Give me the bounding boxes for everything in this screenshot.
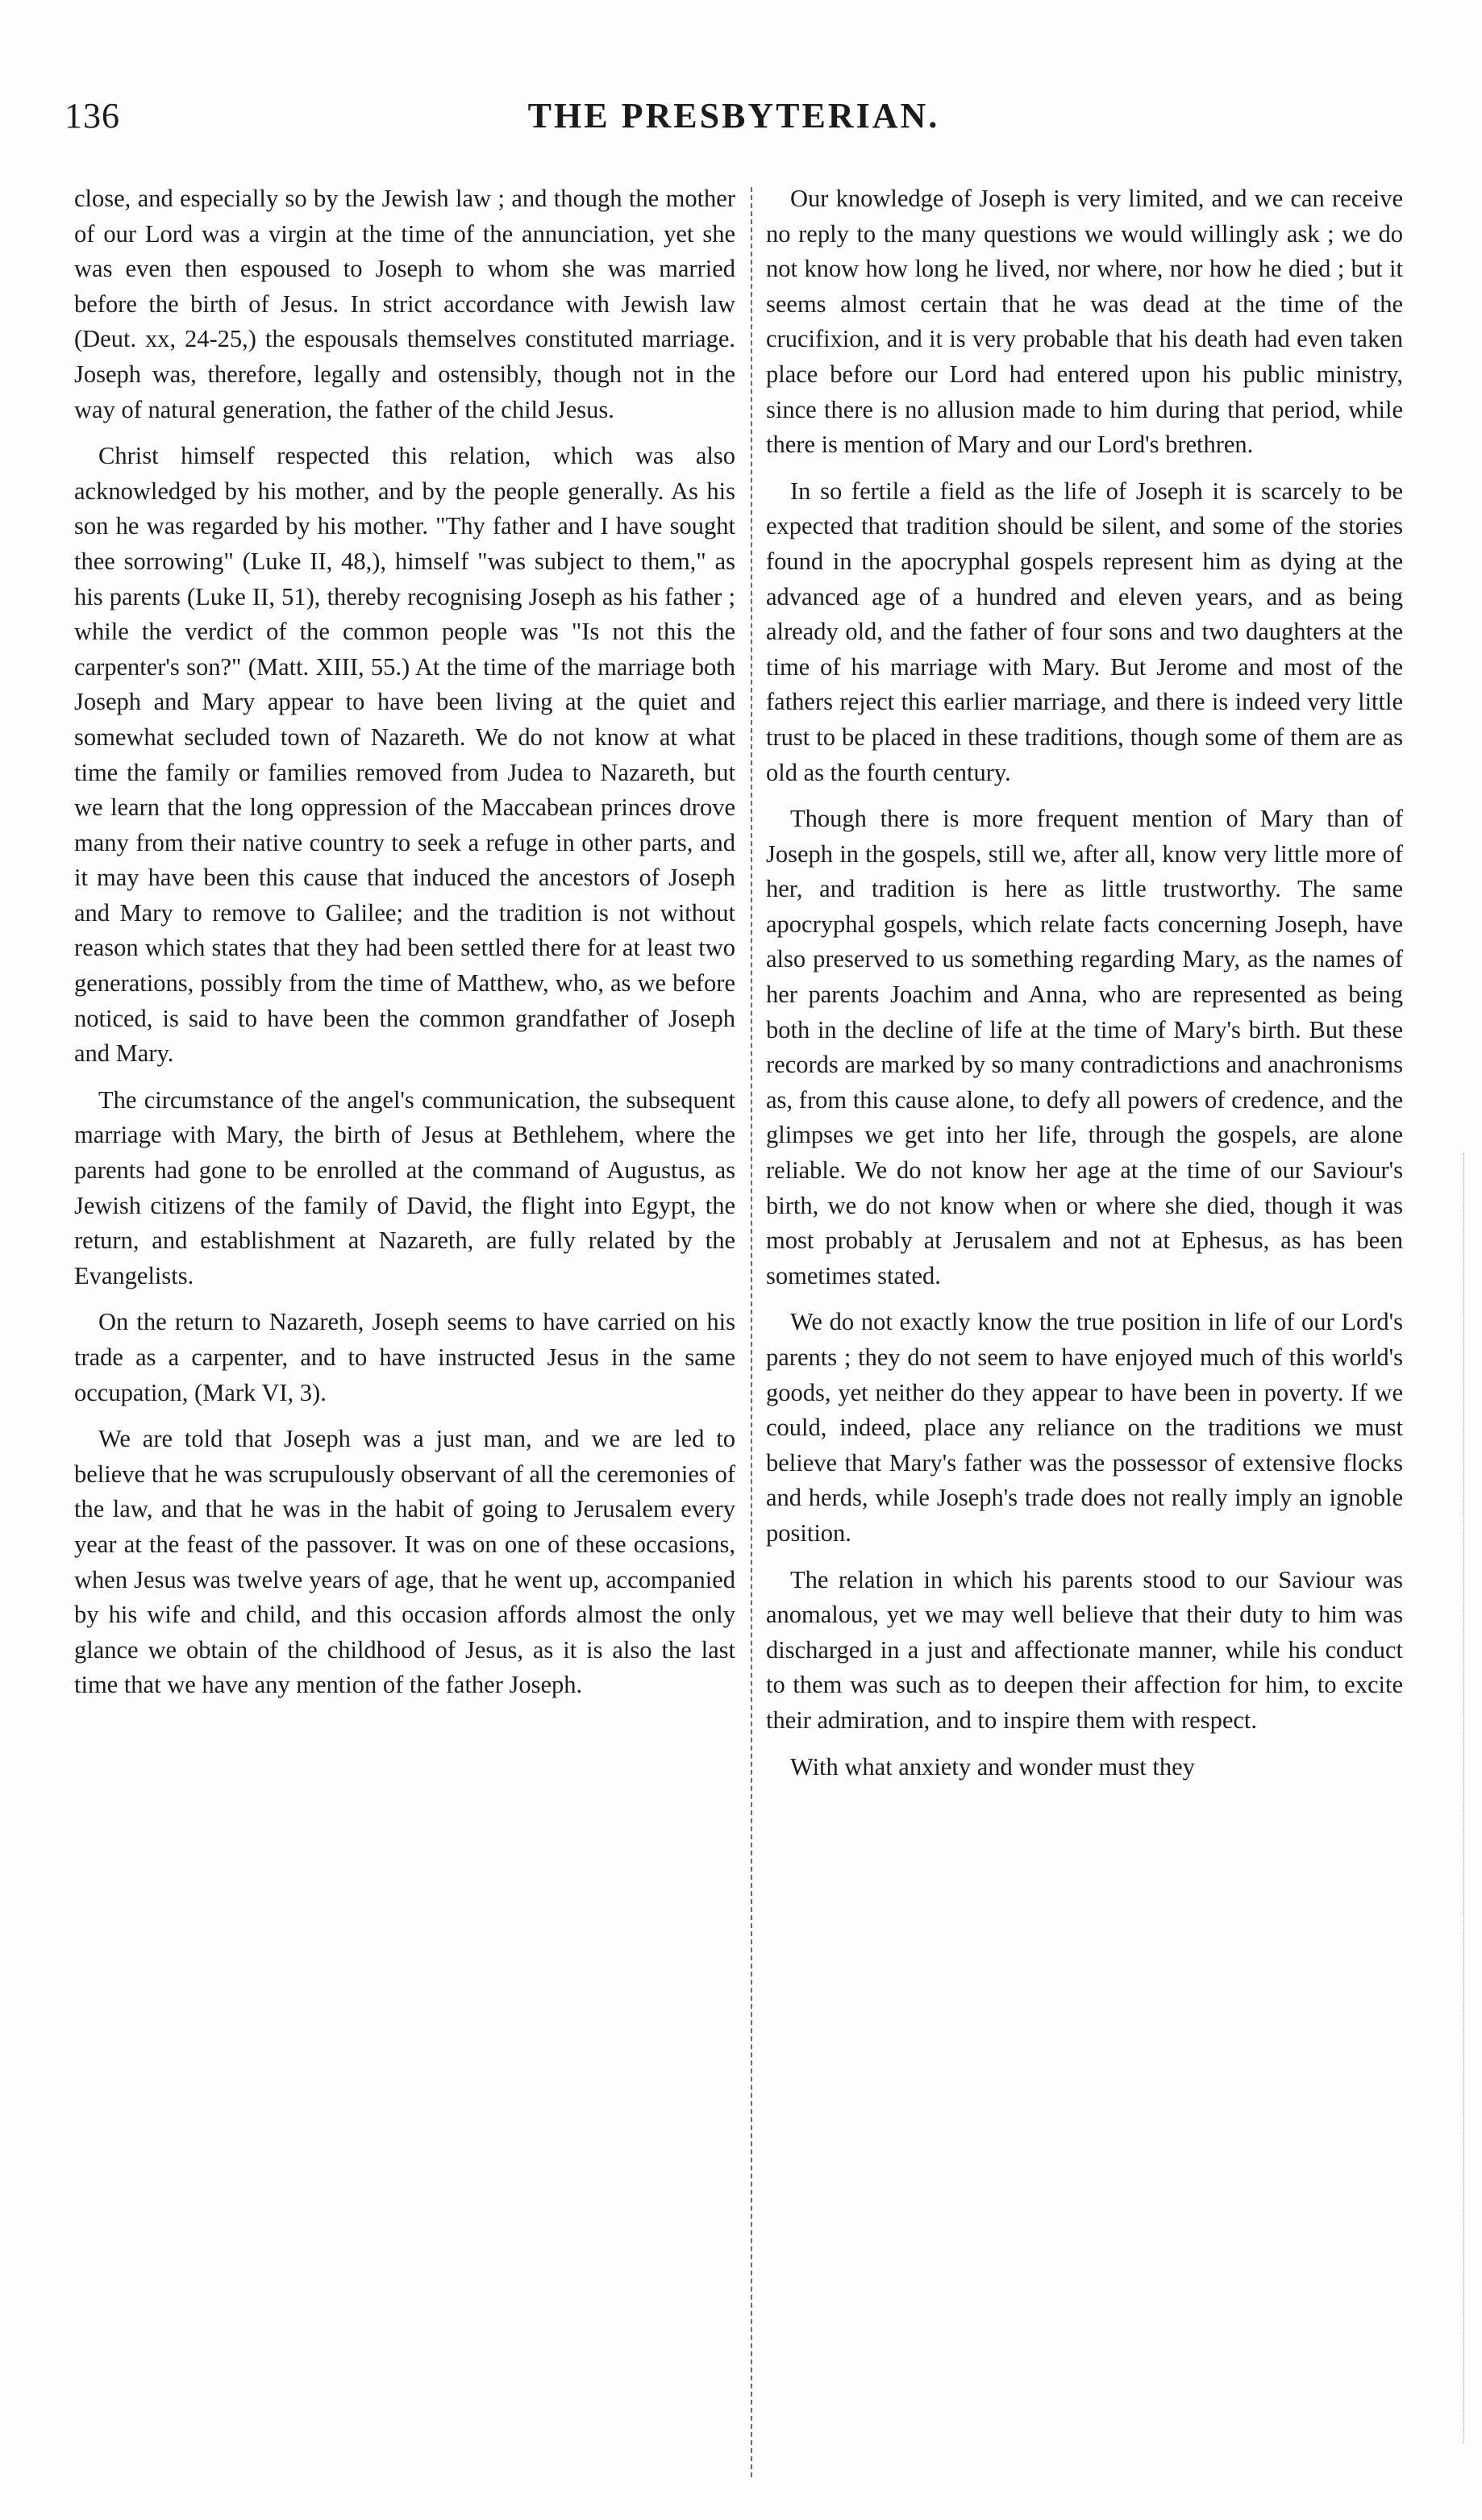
paragraph: The relation in which his parents stood to our Saviour was anomalous, yet we may well believe that their duty to him was discharged in a just and affectionate manner, while his conduct to them was such as to deepen their affection for him, to excite their admiration, and to inspire them with respect. — [766, 1565, 1403, 1734]
paragraph: Our knowledge of Joseph is very limited, and we can receive no reply to the many questions we would willingly ask ; we do not know how long he lived, nor where, nor how he died ; but it seems almost certain that he was dead at the time of the crucifixion, and it is very probable that his death had even taken place before our Lord had entered upon his public ministry, since there is no allusion made to him during that period, while there is mention of Mary and our Lord's brethren. — [766, 185, 1403, 459]
paragraph: close, and especially so by the Jewish law ; and though the mother of our Lord was a virgin at the time of the annunciation, yet she was even then espoused to Joseph to whom she was married before the birth of Jesus. In strict accordance with Jewish law (Deut. xx, 24-25,) the espousals themselves constituted marriage. Joseph was, therefore, legally and ostensibly, though not in the way of natural generation, the father of the child Jesus. — [74, 185, 735, 423]
running-title: THE PRESBYTERIAN. — [527, 96, 940, 135]
paragraph: We do not exactly know the true position in life of our Lord's parents ; they do not seem to have enjoyed much of this world's goods, yet neither do they appear to have been in poverty. If we could, indeed, place any reliance on the traditions we must believe that Mary's father was the possessor of extensive flocks and herds, while Joseph's trade does not really imply an ignoble position. — [766, 1308, 1403, 1547]
paragraph: On the return to Nazareth, Joseph seems to have carried on his trade as a carpenter, and to have instructed Jesus in the same occupation, (Mark VI, 3). — [74, 1308, 735, 1406]
page-edge-rule — [1463, 1153, 1464, 2443]
paragraph: In so fertile a field as the life of Joseph it is scarcely to be expected that tradition should be silent, and some of the stories found in the apocryphal gospels represent him as dying at the advanced age of a hundred and eleven years, and as being already old, and the father of four sons and two daughters at the time of his marriage with Mary. But Jerome and most of the fathers reject this earlier marriage, and there is indeed very little trust to be placed in these traditions, though some of them are as old as the fourth century. — [766, 477, 1403, 786]
column-divider — [751, 187, 752, 2477]
page-number: 136 — [65, 96, 120, 135]
paragraph: We are told that Joseph was a just man, and we are led to believe that he was scrupulously observant of all the ceremonies of the law, and that he was in the habit of going to Jerusalem every year at the feast of the passover. It was on one of these occasions, when Jesus was twelve years of age, that he went up, accompanied by his wife and child, and this occasion affords almost the only glance we obtain of the childhood of Jesus, as it is also the last time that we have any mention of the father Joseph. — [74, 1425, 735, 1699]
paragraph: Though there is more frequent mention of Mary than of Joseph in the gospels, still we, after all, know very little more of her, and tradition is here as little trustworthy. The same apocryphal gospels, which relate facts concerning Joseph, have also preserved to us something regarding Mary, as the names of her parents Joachim and Anna, who are represented as being both in the decline of life at the time of Mary's birth. But these records are marked by so many contradictions and anachronisms as, from this cause alone, to defy all powers of credence, and the glimpses we get into her life, through the gospels, are alone reliable. We do not know her age at the time of our Saviour's birth, we do not know when or where she died, though it was most probably at Jerusalem and not at Ephesus, as has been sometimes stated. — [766, 805, 1403, 1289]
left-column — [74, 181, 735, 1714]
paragraph: With what anxiety and wonder must they — [790, 1752, 1195, 1781]
page-header — [65, 95, 1403, 152]
right-column — [766, 181, 1403, 1796]
paragraph: Christ himself respected this relation, which was also acknowledged by his mother, and by the people generally. As his son he was regarded by his mother. "Thy father and I have sought thee sorrowing" (Luke II, 48,), himself "was subject to them," as his parents (Luke II, 51), thereby recognising Joseph as his father ; while the verdict of the common people was "Is not this the carpenter's son?" (Matt. XIII, 55.) At the time of the marriage both Joseph and Mary appear to have been living at the quiet and somewhat secluded town of Nazareth. We do not know at what time the family or families removed from Judea to Nazareth, but we learn that the long oppression of the Maccabean princes drove many from their native country to seek a refuge in other parts, and it may have been this cause that induced the ancestors of Joseph and Mary to remove to Galilee; and the tradition is not without reason which states that they had been settled there for at least two generations, possibly from the time of Matthew, who, as we before noticed, is said to have been the common grandfather of Joseph and Mary. — [74, 442, 735, 1068]
paragraph: The circumstance of the angel's communication, the subsequent marriage with Mary, the birth of Jesus at Bethlehem, where the parents had gone to be enrolled at the command of Augustus, as Jewish citizens of the family of David, the flight into Egypt, the return, and establishment at Nazareth, are fully related by the Evangelists. — [74, 1085, 735, 1289]
